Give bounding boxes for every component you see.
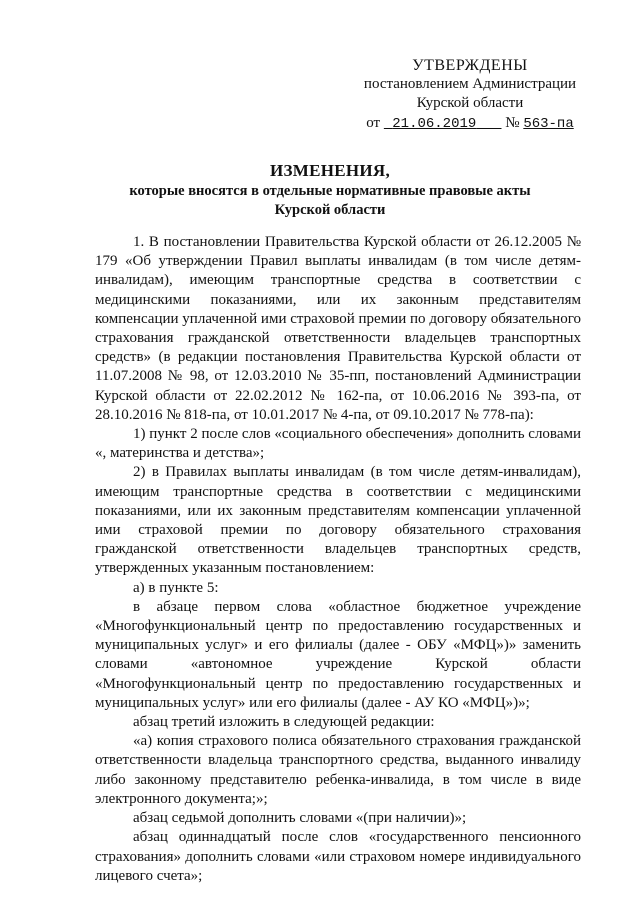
paragraph: 1) пункт 2 после слов «социального обеспечения» дополнить словами «, материнства и детства»; xyxy=(95,426,581,462)
paragraph: абзац одиннадцатый после слов «государственного пенсионного страхования» дополнить словами «или страховом номере индивидуального лицевого счета»; xyxy=(95,829,581,884)
paragraph: 1. В постановлении Правительства Курской области от 26.12.2005 № 179 «Об утверждении Правил выплаты инвалидам (в том числе детям-инвалидам), имеющим транспортные средства в соответствии с медицинскими показаниями, или их законным представителям компенсации уплаченной ими страховой премии по договору обязательного страхования гражданской ответственности владельцев транспортных средств» (в редакции постановления Правительства Курской области от 11.07.2008 № 98, от 12.03.2010 № 35-пп, постановлений Администрации Курской области от 22.02.2012 № 162-па, от 10.06.2016 № 393-па, от 28.10.2016 № 818-па, от 10.01.2017 № 4-па, от 09.10.2017 № 778-па): xyxy=(95,234,581,423)
paragraph: 2) в Правилах выплаты инвалидам (в том числе детям-инвалидам), имеющим транспортные средства в соответствии с медицинскими показаниями, или их законным представителям компенсации уплаченной ими страховой премии по договору обязательного страхования гражданской ответственности владельцев транспортных средств, утвержденных указанным постановлением: xyxy=(95,464,581,577)
title-line-1: которые вносятся в отдельные нормативные правовые акты xyxy=(129,183,531,199)
approval-number: 563-па xyxy=(523,116,574,132)
paragraph: «а) копия страхового полиса обязательного страхования гражданской ответственности владельца транспортного средства, выданного инвалиду либо законному представителю ребенка-инвалида, в том числе в виде электронного документа;»; xyxy=(95,733,581,807)
approval-date: 21.06.2019 xyxy=(392,116,477,132)
approval-region: Курской области xyxy=(416,95,524,111)
approval-date-line xyxy=(350,114,590,134)
title-main: ИЗМЕНЕНИЯ, xyxy=(269,161,391,180)
approval-heading: УТВЕРЖДЕНЫ xyxy=(412,57,528,74)
number-label: № xyxy=(505,115,520,131)
from-label: от xyxy=(366,115,381,131)
approval-issuer: постановлением Администрации xyxy=(363,76,577,92)
approval-stamp xyxy=(350,56,590,134)
paragraph: а) в пункте 5: xyxy=(133,579,219,596)
document-title xyxy=(80,160,580,220)
paragraph: в абзаце первом слова «областное бюджетное учреждение «Многофункциональный центр по предоставлению государственных и муниципальных услуг» и его филиалы (далее - ОБУ «МФЦ»)» заменить словами «автономное учреждение Курской области «Многофункциональный центр по предоставлению государственных и муниципальных услуг» или его филиалы (далее - АУ КО «МФЦ»)»; xyxy=(95,598,581,711)
document-body xyxy=(95,233,581,886)
paragraph: абзац седьмой дополнить словами «(при наличии)»; xyxy=(133,810,467,827)
paragraph: абзац третий изложить в следующей редакции: xyxy=(133,714,435,731)
title-line-2: Курской области xyxy=(274,202,386,218)
